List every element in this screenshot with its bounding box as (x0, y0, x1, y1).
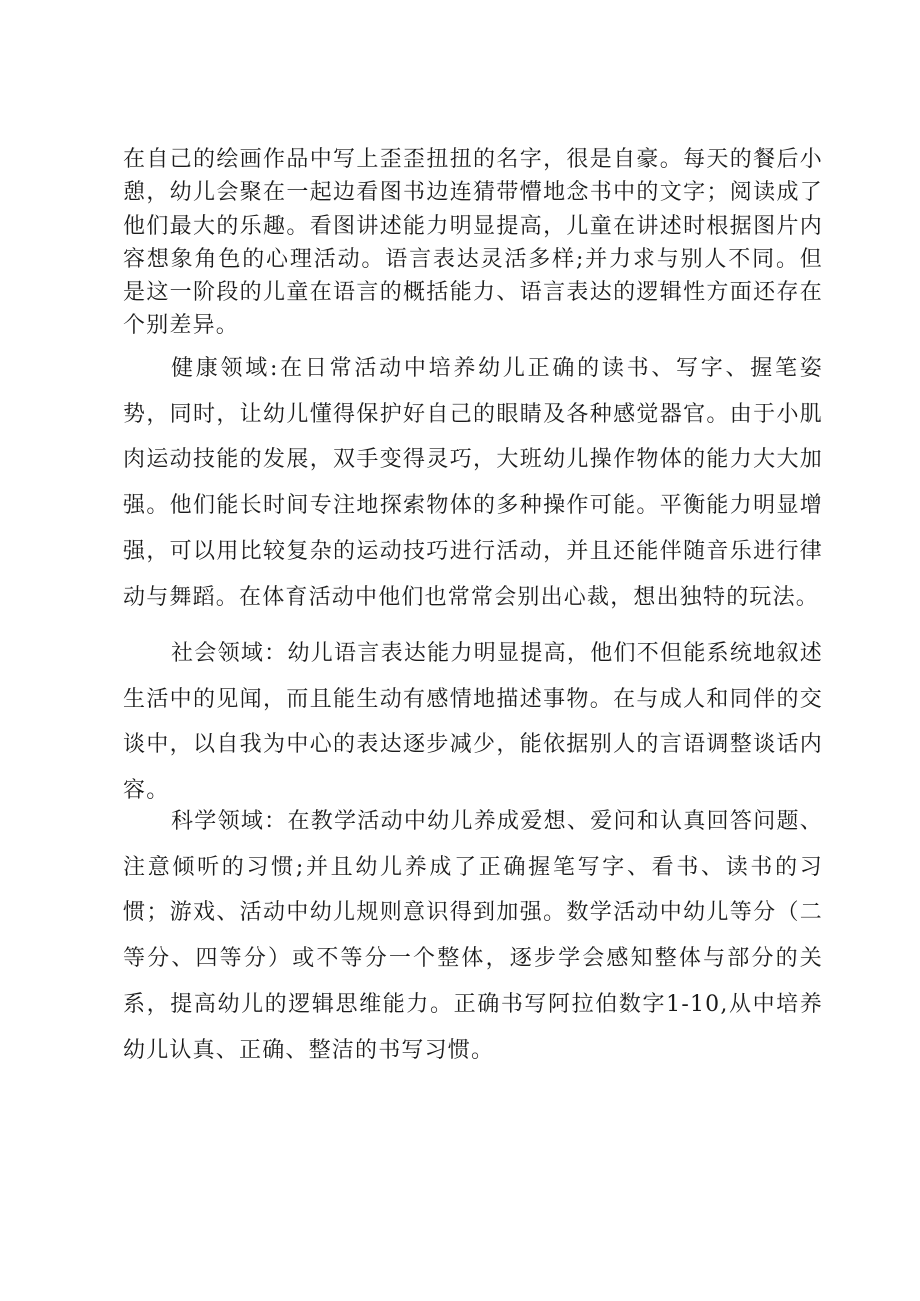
paragraph-reading-continuation: 在自己的绘画作品中写上歪歪扭扭的名字，很是自豪。每天的餐后小憩，幼儿会聚在一起边看图书边连猜带懵地念书中的文字；阅读成了他们最大的乐趣。看图讲述能力明显提高，儿童在讲述时根据图片内容想象角色的心理活动。语言表达灵活多样;并力求与别人不同。但是这一阶段的儿童在语言的概括能力、语言表达的逻辑性方面还存在个别差异。 (123, 147, 823, 339)
paragraph-science-domain: 科学领域：在教学活动中幼儿养成爱想、爱问和认真回答问题、注意倾听的习惯;并且幼儿养成了正确握笔写字、看书、读书的习惯；游戏、活动中幼儿规则意识得到加强。数学活动中幼儿等分（二等分、四等分）或不等分一个整体，逐步学会感知整体与部分的关系，提高幼儿的逻辑思维能力。正确书写阿拉伯数字1-10,从中培养幼儿认真、正确、整洁的书写习惯。 (123, 809, 823, 1063)
paragraph-social-domain: 社会领域：幼儿语言表达能力明显提高，他们不但能系统地叙述生活中的见闻，而且能生动有感情地描述事物。在与成人和同伴的交谈中，以自我为中心的表达逐步减少，能依据别人的言语调整谈话内容。 (123, 641, 823, 804)
paragraph-health-domain: 健康领域:在日常活动中培养幼儿正确的读书、写字、握笔姿势，同时，让幼儿懂得保护好自己的眼睛及各种感觉器官。由于小肌肉运动技能的发展，双手变得灵巧，大班幼儿操作物体的能力大大加强。他们能长时间专注地探索物体的多种操作可能。平衡能力明显增强，可以用比较复杂的运动技巧进行活动，并且还能伴随音乐进行律动与舞蹈。在体育活动中他们也常常会别出心裁，想出独特的玩法。 (123, 356, 823, 610)
